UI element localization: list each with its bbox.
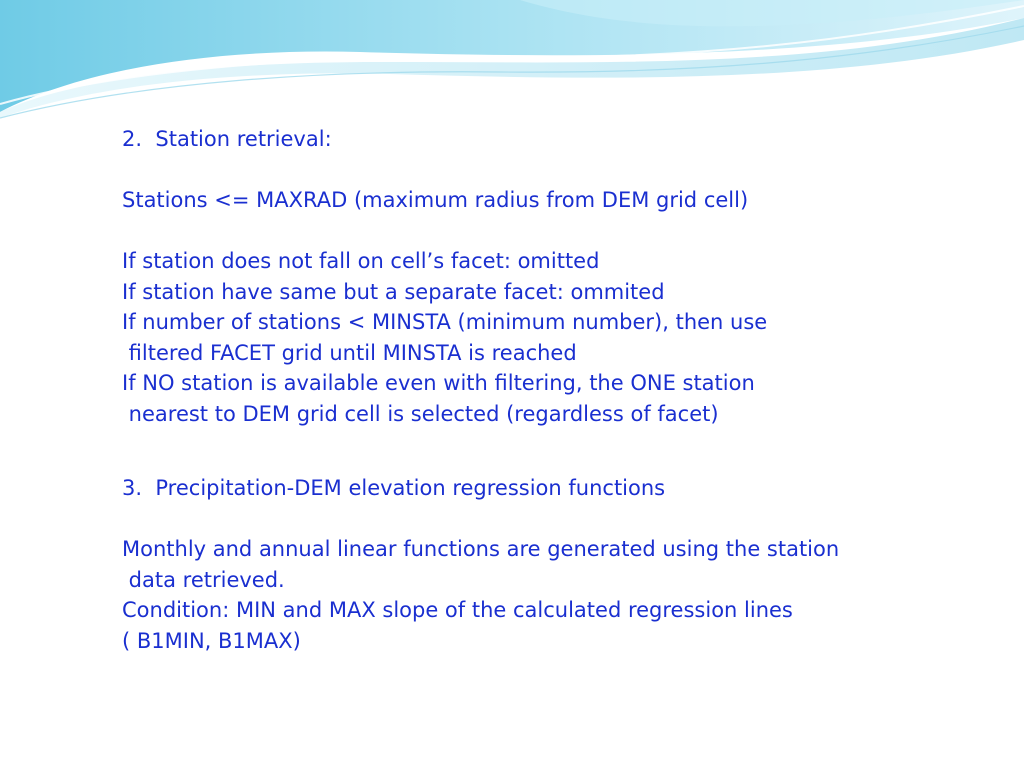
section-2-heading: 2. Station retrieval:	[122, 127, 332, 151]
maxrad-rule: Stations <= MAXRAD (maximum radius from DEM grid cell)	[122, 188, 749, 212]
section-2-line: filtered FACET grid until MINSTA is reached	[122, 340, 577, 365]
section-3-line: data retrieved.	[122, 567, 285, 592]
section-2-line: If station does not fall on cell’s facet: omitted	[122, 249, 600, 273]
section-3-line: Monthly and annual linear functions are generated using the station	[122, 537, 840, 561]
section-2-line: nearest to DEM grid cell is selected (regardless of facet)	[122, 401, 719, 426]
slide-body	[122, 124, 1002, 656]
section-2-line: If NO station is available even with filtering, the ONE station	[122, 371, 755, 395]
section-2-line: If station have same but a separate facet: ommited	[122, 279, 665, 304]
header-wave-decoration	[0, 0, 1024, 130]
section-3-line: ( B1MIN, B1MAX)	[122, 628, 301, 653]
section-2-line: If number of stations < MINSTA (minimum number), then use	[122, 310, 768, 334]
section-3-line: Condition: MIN and MAX slope of the calculated regression lines	[122, 598, 793, 622]
section-3-heading: 3. Precipitation-DEM elevation regression functions	[122, 476, 666, 500]
